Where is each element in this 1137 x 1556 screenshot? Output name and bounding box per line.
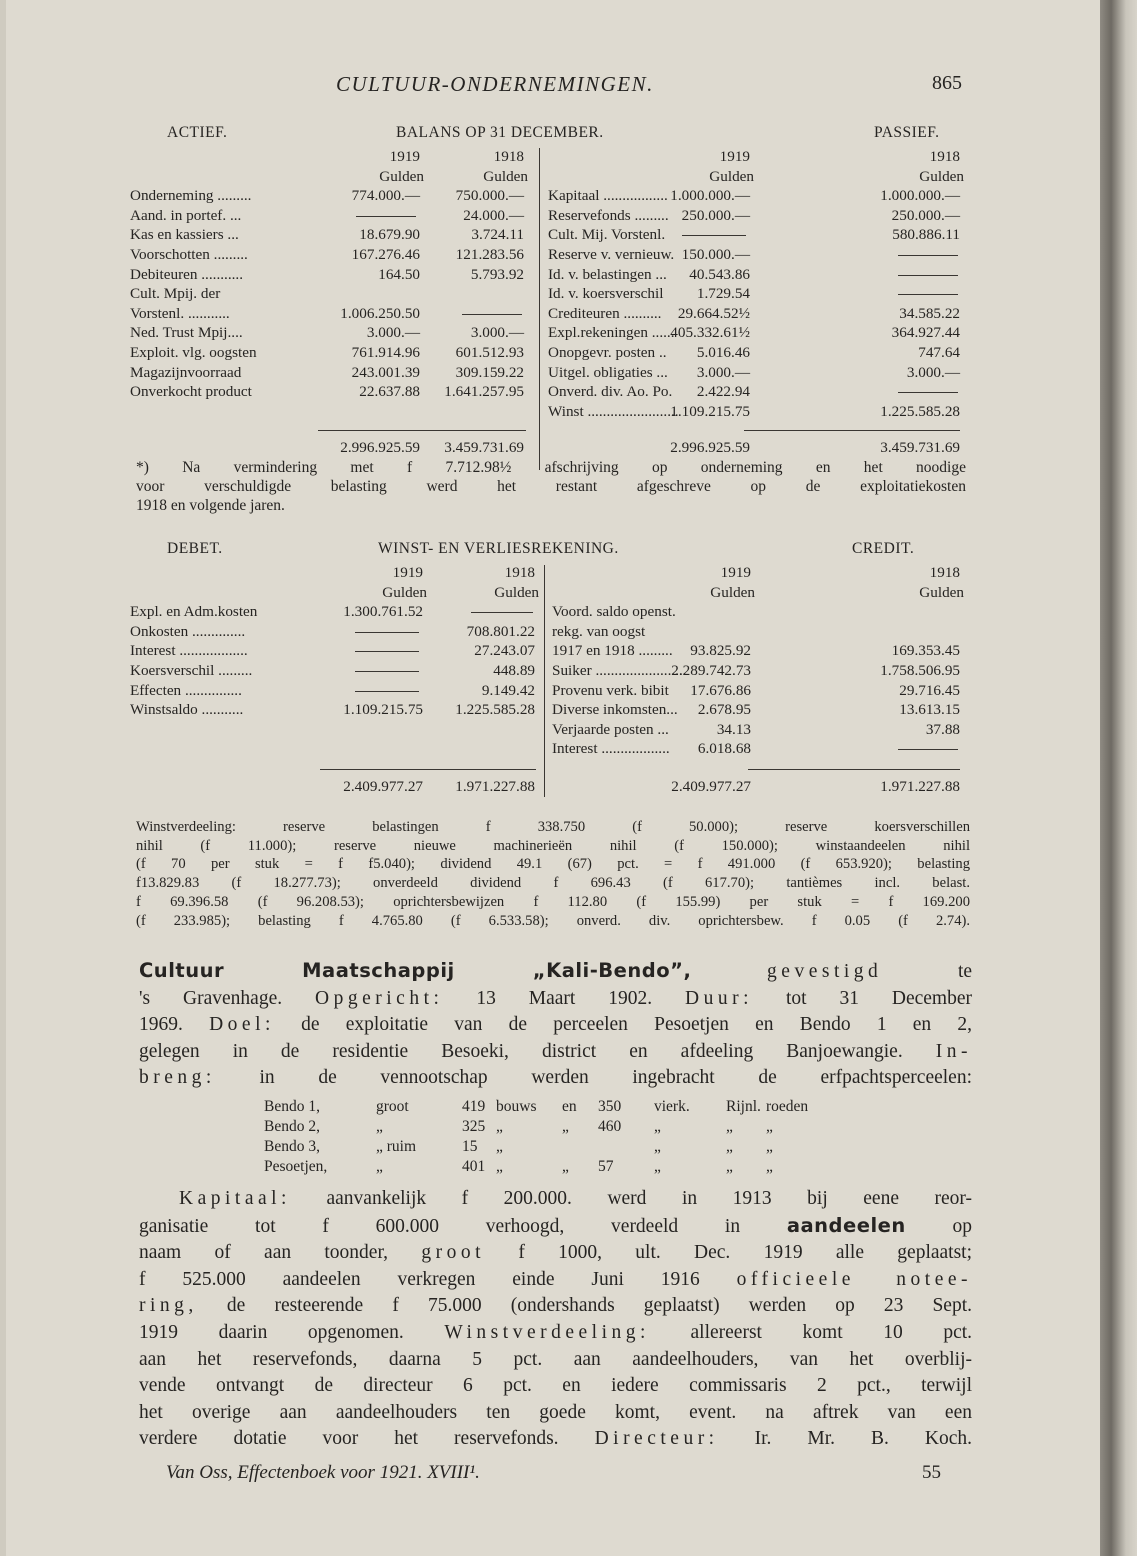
value-1918: 9.149.42 (481, 681, 535, 699)
total-1918: 3.459.731.69 (444, 439, 524, 456)
value-1918: 24.000.— (463, 206, 524, 224)
table-row (548, 265, 960, 285)
winst-divider (544, 565, 545, 797)
parcel-size-word: „ ruim (376, 1138, 417, 1155)
value-1919: 2.289.742.73 (671, 661, 751, 679)
opgericht-value: 13 Maart 1902. (476, 987, 653, 1009)
table-row (130, 343, 524, 363)
table-row (130, 622, 535, 642)
empty-dash (355, 671, 419, 672)
total-row (548, 438, 960, 458)
year-1919: 1919 (720, 564, 751, 581)
row-label: Kas en kassiers ... (130, 226, 239, 244)
debet-label: DEBET. (167, 540, 223, 557)
parcel-unit: Rijnl. (726, 1098, 761, 1115)
value-1918: 37.88 (925, 720, 960, 738)
kapitaal-text: aan het reservefonds, daarna 5 pct. aan aandeelhouders, van het overblij- (139, 1348, 972, 1370)
inbreng-list (264, 1097, 824, 1177)
row-label: Voord. saldo openst. (552, 603, 676, 621)
table-row (130, 206, 524, 226)
value-1919: 5.016.46 (696, 343, 750, 361)
duur-label: Duur: (685, 987, 754, 1009)
table-row (130, 186, 524, 206)
row-label: Onverd. div. Ao. Po. (548, 383, 673, 401)
empty-dash (355, 632, 419, 633)
row-label: Cult. Mij. Vorstenl. (548, 226, 666, 244)
total-1919: 2.409.977.27 (343, 778, 423, 795)
unit-1919: Gulden (379, 167, 424, 185)
year-1918: 1918 (929, 148, 960, 165)
table-row (130, 304, 524, 324)
value-1918: 1.641.257.95 (444, 383, 524, 401)
parcel-name: Bendo 3, (264, 1138, 320, 1155)
value-1918: 448.89 (493, 661, 535, 679)
value-1919: 164.50 (378, 265, 420, 283)
row-label: Interest .................. (130, 642, 248, 660)
row-label: Vorstenl. ........... (130, 304, 230, 322)
footnote (136, 458, 966, 515)
value-1919: 761.914.96 (351, 343, 420, 361)
value-1919: 150.000.— (681, 245, 750, 263)
parcel-unit: „ (766, 1158, 773, 1175)
row-label: Reserve v. vernieuw. (548, 245, 675, 263)
value-1918: 750.000.— (455, 187, 524, 205)
parcel-vierk: 350 (598, 1098, 622, 1115)
table-row (552, 700, 960, 720)
value-1918: 169.353.45 (891, 642, 960, 660)
unit-header-row (552, 583, 964, 603)
table-row (552, 739, 960, 759)
unit-1918: Gulden (919, 167, 964, 185)
table-row (548, 343, 960, 363)
credit-label: CREDIT. (852, 540, 915, 557)
inbreng-label-b: breng: (139, 1067, 216, 1089)
page-number: 865 (932, 72, 962, 94)
parcel-unit: „ (726, 1118, 733, 1135)
parcel-en: „ (562, 1158, 569, 1175)
inbreng-row (264, 1137, 824, 1157)
winstverdeeling-line: Winstverdeeling: reserve belastingen f 338.750 (f 50.000); reserve koersverschillen (136, 819, 970, 835)
year-1919: 1919 (392, 564, 423, 581)
year-1918: 1918 (493, 148, 524, 165)
parcel-unit: „ (496, 1118, 503, 1135)
kapitaal-text: vende ontvangt de directeur 6 pct. en iedere commissaris 2 pct., terwijl (139, 1375, 972, 1397)
value-1918: 1.000.000.— (880, 187, 960, 205)
winstverdeeling-line: f13.829.83 (f 18.277.73); onverdeeld dividend f 696.43 (f 617.70); tantièmes incl. belast. (136, 875, 970, 892)
total-rule (320, 769, 536, 770)
value-1918: 29.716.45 (899, 681, 960, 699)
parcel-unit: „ (654, 1138, 661, 1155)
gevestigd-word: gevestigd (767, 961, 883, 982)
row-label: 1917 en 1918 ......... (552, 642, 673, 660)
value-1919: 2.678.95 (697, 701, 751, 719)
year-1919: 1919 (389, 148, 420, 165)
value-1918: 364.927.44 (891, 324, 960, 342)
doel-location: gelegen in de residentie Besoeki, district en afdeeling Banjoewangie. (139, 1040, 903, 1062)
value-1919: 405.332.61½ (670, 324, 750, 342)
value-1919: 1.109.215.75 (343, 701, 423, 719)
running-title: CULTUUR-ONDERNEMINGEN. (336, 72, 654, 96)
parcel-bouws: 15 (462, 1138, 478, 1155)
year-header-row (548, 147, 960, 167)
value-1919: 18.679.90 (359, 226, 420, 244)
parcel-vierk: 57 (598, 1158, 614, 1175)
row-label: Onkosten .............. (130, 622, 246, 640)
row-label: Suiker ........................ (552, 661, 687, 679)
directeur-name: Ir. Mr. B. Koch. (754, 1428, 972, 1450)
winstverdeeling-label: Winstverdeeling: (444, 1321, 650, 1343)
parcel-unit: „ (654, 1158, 661, 1175)
row-label: Onopgevr. posten .. (548, 343, 667, 361)
debet-table (130, 563, 539, 795)
year-1918: 1918 (929, 564, 960, 581)
kapitaal-paragraph (139, 1186, 972, 1453)
value-1919: 2.422.94 (696, 383, 750, 401)
row-label: Exploit. vlg. oogsten (130, 343, 257, 361)
inbreng-row (264, 1097, 824, 1117)
table-row (552, 602, 960, 622)
table-row (548, 363, 960, 383)
total-1918: 1.971.227.88 (455, 778, 535, 795)
row-label: Winst ........................ (548, 402, 679, 420)
company-paragraph (139, 958, 972, 1092)
row-label: Winstsaldo ........... (130, 701, 244, 719)
unit-1918: Gulden (494, 583, 539, 601)
row-label: Provenu verk. bibit (552, 681, 669, 699)
row-label: Aand. in portef. ... (130, 206, 242, 224)
year-header-row (130, 563, 535, 583)
year-header-row (130, 147, 524, 167)
total-1919: 2.996.925.59 (670, 439, 750, 456)
groot-word: groot (421, 1242, 486, 1264)
row-label: Cult. Mpij. der (130, 285, 221, 303)
year-1919: 1919 (719, 148, 750, 165)
total-1919: 2.996.925.59 (340, 439, 420, 456)
empty-dash (898, 255, 958, 256)
empty-dash (355, 651, 419, 652)
table-row (548, 382, 960, 402)
table-row (548, 225, 960, 245)
empty-dash (471, 612, 533, 613)
winstverdeeling-text (136, 818, 970, 930)
row-label: Crediteuren .......... (548, 304, 662, 322)
parcel-unit: roeden (766, 1098, 809, 1115)
parcel-unit: vierk. (654, 1098, 690, 1115)
kapitaal-text: de resteerende f 75.000 (ondershands geplaatst) werden op 23 Sept. (226, 1295, 973, 1317)
value-1919: 6.018.68 (697, 740, 751, 758)
value-1918: 708.801.22 (466, 622, 535, 640)
value-1918: 13.613.15 (899, 701, 960, 719)
passief-label: PASSIEF. (874, 124, 940, 141)
value-1919: 1.000.000.— (670, 187, 750, 205)
table-row (552, 641, 960, 661)
parcel-bouws: 325 (462, 1118, 486, 1135)
empty-dash (356, 216, 416, 217)
winstverdeeling-line: (f 70 per stuk = f f5.040); dividend 49.1 (67) pct. = f 491.000 (f 653.920); belasting (136, 856, 970, 873)
parcel-bouws: 401 (462, 1158, 486, 1175)
row-label: rekg. van oogst (552, 622, 646, 640)
value-1918: 121.283.56 (455, 245, 524, 263)
empty-dash (898, 294, 958, 295)
table-row (552, 622, 960, 642)
table-row (548, 186, 960, 206)
value-1918: 27.243.07 (474, 642, 535, 660)
value-1918: 309.159.22 (455, 363, 524, 381)
book-page (6, 0, 1100, 1556)
notering-word-end: ring, (139, 1295, 198, 1317)
row-label: Koersverschil ......... (130, 661, 253, 679)
footer-title: Van Oss, Effectenboek voor 1921. XVIII¹. (166, 1462, 480, 1483)
value-1918: 3.724.11 (471, 226, 524, 244)
table-row (552, 681, 960, 701)
table-row (130, 602, 535, 622)
total-1918: 3.459.731.69 (880, 439, 960, 456)
value-1919: 93.825.92 (690, 642, 751, 660)
kapitaal-text: het overige aan aandeelhouders ten goede komt, event. na aftrek van een (139, 1401, 972, 1423)
kapitaal-text: 1919 daarin opgenomen. (139, 1321, 404, 1343)
parcel-unit: „ (766, 1138, 773, 1155)
kapitaal-text: f 525.000 aandeelen verkregen einde Juni 1916 (139, 1268, 700, 1290)
table-row (130, 363, 524, 383)
kapitaal-text: verdere dotatie voor het reservefonds. (139, 1428, 559, 1450)
winstverdeeling-line: (f 233.985); belasting f 4.765.80 (f 6.533.58); onverd. div. oprichtersbew. f 0.05 (f 2.74). (136, 912, 970, 929)
total-row (130, 438, 524, 458)
winst-title: WINST- EN VERLIESREKENING. (378, 540, 619, 557)
table-row (130, 641, 535, 661)
row-label: Onverkocht product (130, 383, 252, 401)
parcel-name: Bendo 1, (264, 1098, 320, 1115)
kapitaal-text: naam of aan toonder, (139, 1242, 389, 1264)
value-1919: 774.000.— (351, 187, 420, 205)
value-1918: 601.512.93 (455, 343, 524, 361)
row-label: Ned. Trust Mpij.... (130, 324, 243, 342)
kapitaal-text: op (952, 1215, 972, 1237)
kapitaal-text: ganisatie tot f 600.000 verhoogd, verdeeld in (139, 1215, 741, 1237)
table-row (130, 661, 535, 681)
footnote-line: 1918 en volgende jaren. (136, 497, 285, 514)
row-label: Expl.rekeningen ...... (548, 324, 675, 342)
kapitaal-text: allereerst komt 10 pct. (690, 1321, 973, 1343)
parcel-bouws: 419 (462, 1098, 486, 1115)
empty-dash (898, 275, 958, 276)
table-row (548, 284, 960, 304)
doel-label: Doel: (209, 1014, 275, 1036)
value-1918: 1.225.585.28 (455, 701, 535, 719)
value-1918: 580.886.11 (892, 226, 960, 244)
total-rule (748, 769, 960, 770)
credit-table (552, 563, 964, 795)
total-rule (744, 430, 960, 431)
parcel-name: Bendo 2, (264, 1118, 320, 1135)
doel-value: de exploitatie van de perceelen Pesoetjen en Bendo 1 en 2, (301, 1014, 973, 1036)
table-row (548, 206, 960, 226)
kapitaal-label: Kapitaal: (179, 1188, 291, 1209)
value-1918: 34.585.22 (899, 304, 960, 322)
value-1919: 3.000.— (366, 324, 420, 342)
company-name: Cultuur Maatschappij „Kali-Bendo”, (139, 959, 692, 982)
winstverdeeling-line: f 69.396.58 (f 96.208.53); oprichtersbewijzen f 112.80 (f 155.99) per stuk = f 169.200 (136, 893, 970, 910)
parcel-en: „ (562, 1118, 569, 1135)
balans-divider (539, 148, 540, 470)
kapitaal-text: aanvankelijk f 200.000. werd in 1913 bij eene reor- (326, 1188, 973, 1209)
empty-dash (898, 392, 958, 393)
table-row (130, 265, 524, 285)
row-label: Uitgel. obligaties ... (548, 363, 668, 381)
book-binding-edge (1100, 0, 1137, 1556)
table-row (130, 681, 535, 701)
row-label: Onderneming ......... (130, 187, 252, 205)
aandeelen-word: aandeelen (786, 1213, 906, 1237)
parcel-unit: bouws (496, 1098, 537, 1115)
table-row (130, 323, 524, 343)
value-1919: 22.637.88 (359, 383, 420, 401)
value-1919: 34.13 (716, 720, 751, 738)
value-1918: 3.000.— (470, 324, 524, 342)
total-1918: 1.971.227.88 (880, 778, 960, 795)
value-1919: 3.000.— (696, 363, 750, 381)
value-1919: 243.001.39 (351, 363, 420, 381)
total-row (552, 777, 960, 797)
empty-dash (682, 235, 746, 236)
value-1919: 1.729.54 (696, 285, 750, 303)
unit-header-row (548, 167, 964, 187)
value-1919: 29.664.52½ (677, 304, 750, 322)
row-label: Kapitaal ................. (548, 187, 668, 205)
footnote-line: *) Na vermindering met f 7.712.98½ afschrijving op onderneming en het noodige (136, 459, 966, 476)
duur-year: 1969. (139, 1014, 183, 1036)
value-1918: 1.225.585.28 (880, 402, 960, 420)
value-1919: 40.543.86 (689, 265, 750, 283)
value-1918: 1.758.506.95 (880, 661, 960, 679)
value-1918: 3.000.— (906, 363, 960, 381)
table-row (130, 245, 524, 265)
total-row (130, 777, 535, 797)
table-row (548, 402, 960, 422)
row-label: Magazijnvoorraad (130, 363, 242, 381)
row-label: Reservefonds ......... (548, 206, 669, 224)
table-row (130, 225, 524, 245)
balans-title: BALANS OP 31 DECEMBER. (396, 124, 604, 141)
parcel-size-word: „ (376, 1118, 383, 1135)
directeur-label: Directeur: (594, 1428, 719, 1450)
unit-header-row (130, 583, 539, 603)
year-1918: 1918 (504, 564, 535, 581)
inbreng-row (264, 1157, 824, 1177)
row-label: Debiteuren ........... (130, 265, 244, 283)
value-1919: 167.276.46 (351, 245, 420, 263)
kapitaal-text: f 1000, ult. Dec. 1919 alle geplaatst; (518, 1242, 973, 1264)
empty-dash (355, 691, 419, 692)
footnote-line: voor verschuldigde belasting werd het restant afgeschreve op de exploitatiekosten (136, 478, 966, 495)
parcel-size-word: „ (376, 1158, 383, 1175)
row-label: Expl. en Adm.kosten (130, 603, 258, 621)
opgericht-label: Opgericht: (315, 987, 444, 1009)
parcel-unit: „ (496, 1158, 503, 1175)
notering-word: officieele notee- (736, 1268, 973, 1290)
total-rule (318, 430, 526, 431)
row-label: Verjaarde posten ... (552, 720, 669, 738)
table-row (130, 382, 524, 402)
empty-dash (462, 314, 522, 315)
parcel-unit: „ (726, 1158, 733, 1175)
value-1918: 5.793.92 (470, 265, 524, 283)
total-1919: 2.409.977.27 (671, 778, 751, 795)
inbreng-row (264, 1117, 824, 1137)
footer-signature-number: 55 (922, 1462, 941, 1483)
value-1919: 1.109.215.75 (670, 402, 750, 420)
value-1919: 250.000.— (681, 206, 750, 224)
unit-1919: Gulden (382, 583, 427, 601)
row-label: Effecten ............... (130, 681, 242, 699)
empty-dash (898, 749, 958, 750)
row-label: Id. v. belastingen ... (548, 265, 667, 283)
table-row (552, 661, 960, 681)
table-row (548, 323, 960, 343)
value-1919: 1.300.761.52 (343, 603, 423, 621)
value-1918: 747.64 (918, 343, 960, 361)
parcel-size-word: groot (376, 1098, 409, 1115)
row-label: Voorschotten ......... (130, 245, 248, 263)
parcel-name: Pesoetjen, (264, 1158, 328, 1175)
winstverdeeling-line: nihil (f 11.000); reserve nieuwe machinerieën nihil (f 150.000); winstaandeelen nihil (136, 837, 970, 854)
value-1919: 1.006.250.50 (340, 304, 420, 322)
duur-value: tot 31 December (785, 987, 972, 1009)
passief-table (548, 147, 964, 456)
inbreng-value: in de vennootschap werden ingebracht de erfpachtsperceelen: (259, 1067, 973, 1089)
unit-header-row (130, 167, 528, 187)
table-row (130, 284, 524, 304)
parcel-unit: „ (654, 1118, 661, 1135)
row-label: Diverse inkomsten... (552, 701, 678, 719)
table-row (130, 700, 535, 720)
unit-1919: Gulden (709, 167, 754, 185)
parcel-unit: „ (766, 1118, 773, 1135)
actief-label: ACTIEF. (167, 124, 228, 141)
value-1918: 250.000.— (891, 206, 960, 224)
parcel-unit: „ (496, 1138, 503, 1155)
parcel-vierk: 460 (598, 1118, 622, 1135)
parcel-unit: „ (726, 1138, 733, 1155)
actief-table (130, 147, 528, 456)
table-row (548, 245, 960, 265)
table-row (548, 304, 960, 324)
value-1919: 17.676.86 (690, 681, 751, 699)
te-word: te (957, 961, 973, 982)
table-row (552, 720, 960, 740)
unit-1919: Gulden (710, 583, 755, 601)
unit-1918: Gulden (483, 167, 528, 185)
row-label: Interest .................. (552, 740, 670, 758)
year-header-row (552, 563, 960, 583)
inbreng-label-a: In- (935, 1040, 973, 1062)
city: 's Gravenhage. (139, 987, 283, 1009)
unit-1918: Gulden (919, 583, 964, 601)
parcel-en: en (562, 1098, 577, 1115)
row-label: Id. v. koersverschil (548, 285, 664, 303)
